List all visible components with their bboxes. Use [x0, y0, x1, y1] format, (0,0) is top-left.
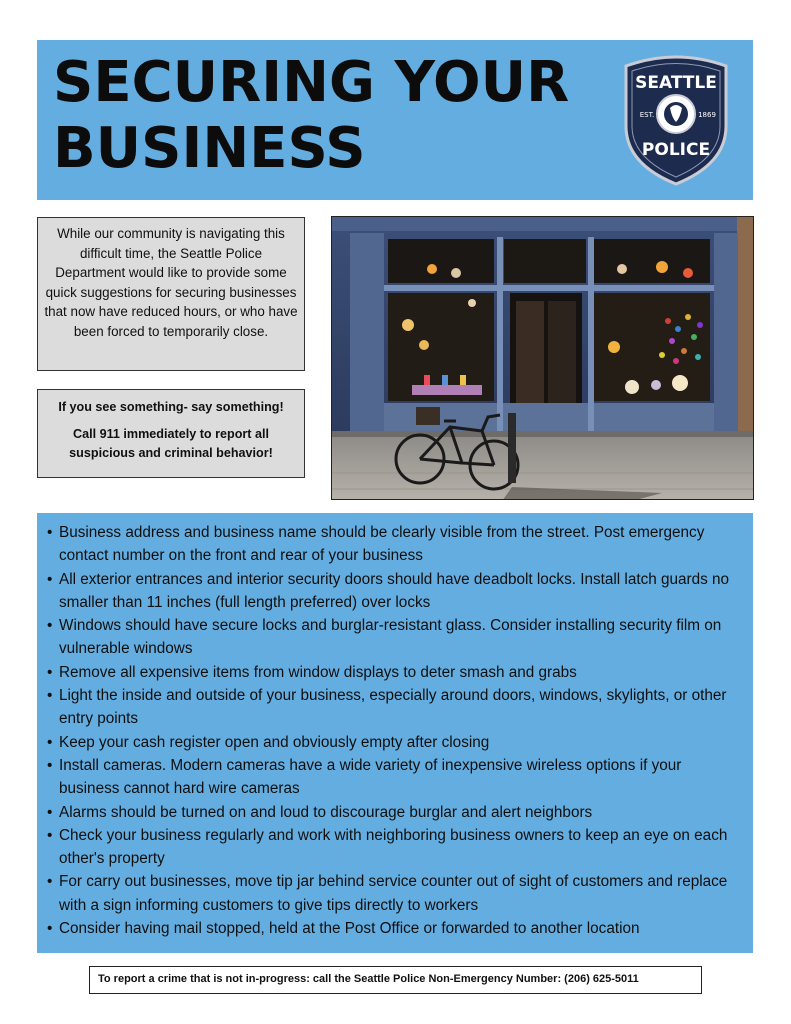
- list-item: • For carry out businesses, move tip jar behind service counter out of sight of customers and replace with a sign informing customers to give tips directly to workers: [47, 870, 739, 917]
- alert-line-1: If you see something- say something!: [58, 400, 284, 414]
- storefront-photo: [331, 216, 754, 500]
- tips-panel: [37, 513, 753, 953]
- alert-box: [37, 389, 305, 478]
- tips-list: [47, 521, 739, 940]
- seattle-police-badge-icon: [620, 52, 732, 186]
- storefront-with-bicycle-photo-icon: [332, 217, 754, 500]
- intro-box: [37, 217, 305, 371]
- alert-line-2: Call 911 immediately to report all suspicious and criminal behavior!: [69, 427, 273, 460]
- badge-est-text: EST.: [639, 111, 655, 119]
- list-item: • Keep your cash register open and obviously empty after closing: [47, 731, 739, 754]
- footer-text: To report a crime that is not in-progress: call the Seattle Police Non-Emergency Number: (206) 625-5011: [98, 973, 639, 985]
- list-item: • Install cameras. Modern cameras have a wide variety of inexpensive wireless options if your business cannot hard wire cameras: [47, 754, 739, 801]
- list-item: • Business address and business name should be clearly visible from the street. Post emergency contact number on the front and rear of your business: [47, 521, 739, 568]
- list-item: • Alarms should be turned on and loud to discourage burglar and alert neighbors: [47, 801, 739, 824]
- list-item: • Consider having mail stopped, held at the Post Office or forwarded to another location: [47, 917, 739, 940]
- intro-text: While our community is navigating this difficult time, the Seattle Police Department would like to provide some quick suggestions for securing businesses that now have reduced hours, or who have been forced to temporarily close.: [44, 226, 298, 339]
- badge-bottom-text: POLICE: [641, 140, 711, 160]
- header-banner: [37, 40, 753, 200]
- footer-non-emergency: [89, 966, 702, 994]
- list-item: • Remove all expensive items from window displays to deter smash and grabs: [47, 661, 739, 684]
- badge-top-text: SEATTLE: [635, 73, 717, 93]
- list-item: • Light the inside and outside of your business, especially around doors, windows, skylights, or other entry points: [47, 684, 739, 731]
- badge-year-text: 1869: [698, 111, 716, 119]
- list-item: • All exterior entrances and interior security doors should have deadbolt locks. Install latch guards no smaller than 11 inches (full length preferred) over locks: [47, 568, 739, 615]
- page-title: SECURING YOUR BUSINESS: [53, 50, 570, 181]
- list-item: • Check your business regularly and work with neighboring business owners to keep an eye on each other's property: [47, 824, 739, 871]
- list-item: • Windows should have secure locks and burglar-resistant glass. Consider installing security film on vulnerable windows: [47, 614, 739, 661]
